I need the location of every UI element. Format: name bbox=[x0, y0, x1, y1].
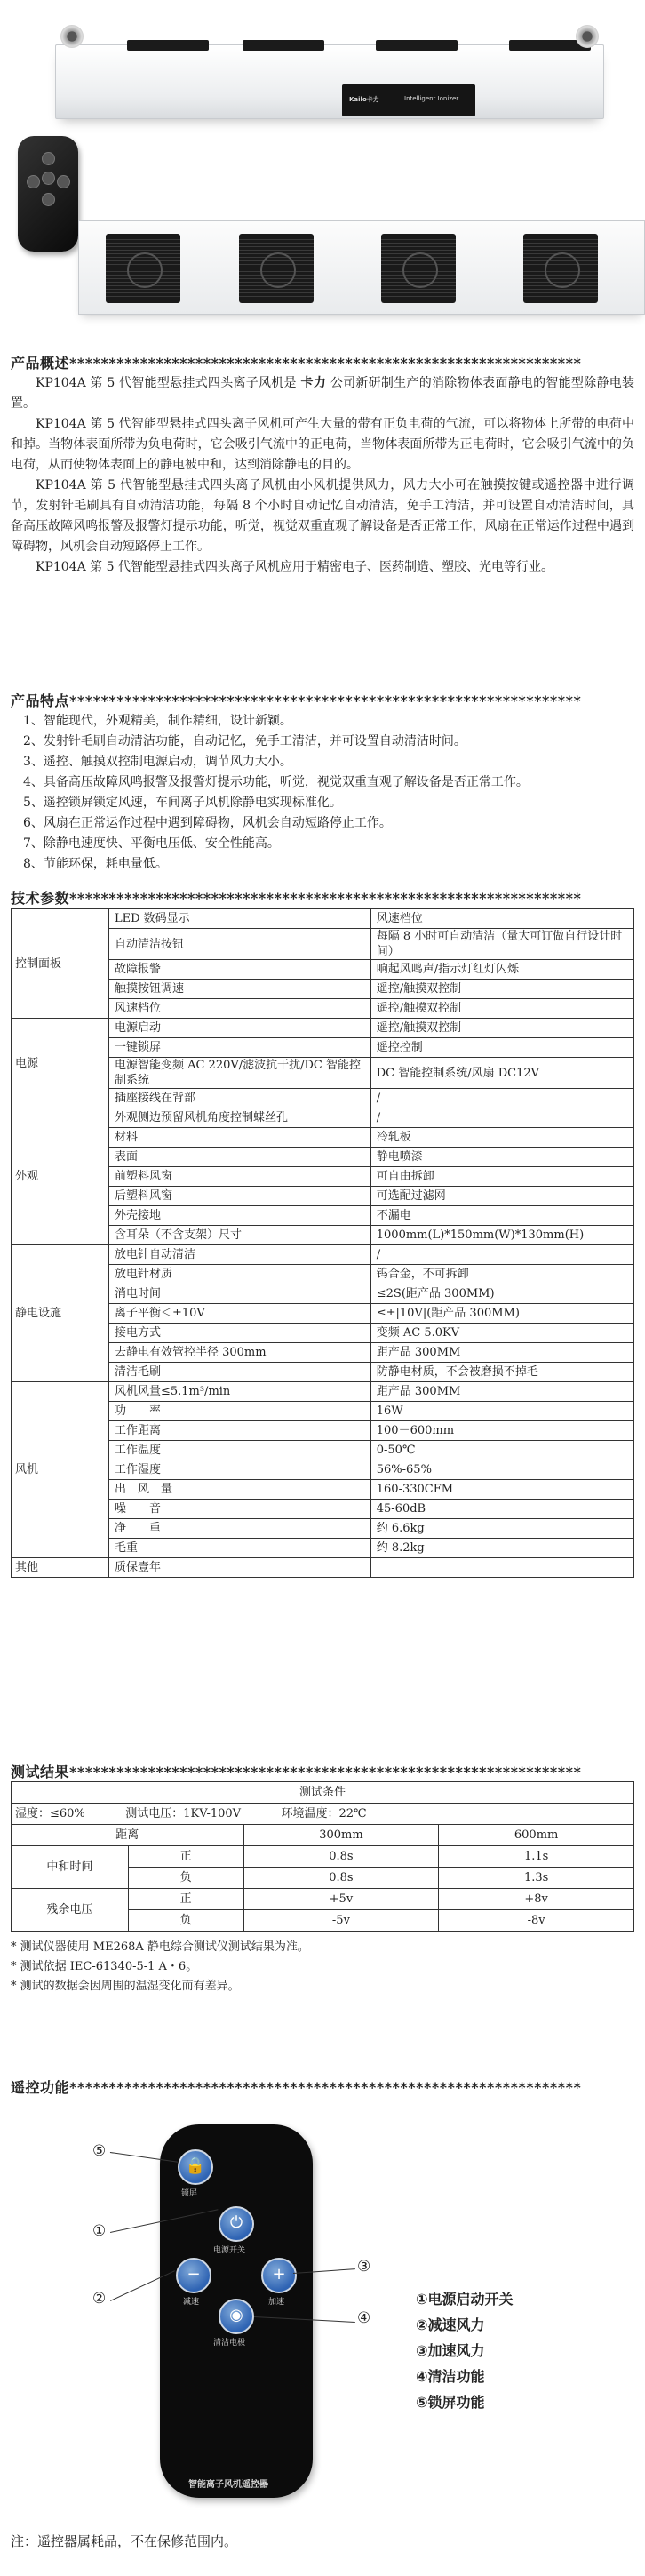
spec-item: 自动清洁按钮 bbox=[108, 929, 370, 960]
ionizer-front-view bbox=[78, 220, 645, 315]
spec-item: 一键锁屏 bbox=[108, 1038, 370, 1058]
minus-label: 减速 bbox=[183, 2298, 200, 2307]
overview-paragraph: KP104A 第 5 代智能型悬挂式四头离子风机应用于精密电子、医药制造、塑胶、光电等行业。 bbox=[36, 560, 553, 574]
legend-item: ⑤锁屏功能 bbox=[416, 2394, 485, 2411]
remote-model-label: 智能离子风机遥控器 bbox=[188, 2480, 268, 2490]
fan-grille-2 bbox=[239, 234, 314, 303]
spec-item: 离子平衡＜±10V bbox=[108, 1304, 370, 1324]
overview-paragraph: KP104A 第 5 代智能型悬挂式四头离子风机可产生大量的带有正负电荷的气流，可以将物体上所带的电荷中和掉。当物体表面所带为负电荷时，它会吸引气流中的正电荷，当物体表面所带为正电荷时，它会吸引气流中的负电荷，从而使物体表面上的静电被中和，达到消除静电的目的。 bbox=[11, 417, 634, 472]
legend-item: ②减速风力 bbox=[416, 2316, 485, 2333]
spec-item: 外观侧边预留风机角度控制蝶丝孔 bbox=[108, 1108, 370, 1128]
spec-item: 放电针材质 bbox=[108, 1265, 370, 1284]
spec-value: 1000mm(L)*150mm(W)*130mm(H) bbox=[370, 1226, 633, 1245]
spec-group-label: 风机 bbox=[12, 1382, 109, 1558]
spec-table bbox=[11, 908, 634, 1578]
spec-item: 净 重 bbox=[108, 1519, 370, 1539]
overview-paragraph: KP104A 第 5 代智能型悬挂式四头离子风机是 卡力 公司新研制生产的消除物体表面静电的智能型除静电装置。 bbox=[11, 376, 635, 411]
spec-value: 100－600mm bbox=[370, 1421, 633, 1441]
spec-value: 可选配过滤网 bbox=[370, 1187, 633, 1206]
lock-label: 锁屏 bbox=[181, 2189, 198, 2198]
spec-item: 后塑料风窗 bbox=[108, 1187, 370, 1206]
residual-neg-600: -8v bbox=[439, 1910, 634, 1932]
spec-value: ≤±|10V|(距产品 300MM) bbox=[370, 1304, 633, 1324]
spec-item: 含耳朵（不含支架）尺寸 bbox=[108, 1226, 370, 1245]
feature-item: 4、具备高压故障风鸣报警及报警灯提示功能，听觉，视觉双重直观了解设备是否正常工作。 bbox=[23, 775, 529, 789]
spec-item: 出 风 量 bbox=[108, 1480, 370, 1500]
minus-icon: − bbox=[176, 2258, 211, 2293]
remote-footnote: 注：遥控器属耗品，不在保修范围内。 bbox=[11, 2533, 238, 2549]
remote-photo-button bbox=[57, 175, 70, 188]
spec-value bbox=[370, 1558, 633, 1578]
test-note: * 测试依据 IEC-61340-5-1 A・6。 bbox=[11, 1960, 198, 1973]
spec-item: 外壳接地 bbox=[108, 1206, 370, 1226]
spec-item: 工作温度 bbox=[108, 1441, 370, 1460]
spec-item: 表面 bbox=[108, 1148, 370, 1167]
neutral-pos-600: 1.1s bbox=[439, 1846, 634, 1868]
spec-value: 遥控/触摸双控制 bbox=[370, 1019, 633, 1038]
clean-label: 清洁电极 bbox=[213, 2339, 246, 2348]
fan-grille-1 bbox=[106, 234, 180, 303]
spec-row bbox=[12, 909, 634, 929]
feature-item: 8、节能环保，耗电量低。 bbox=[23, 857, 168, 871]
test-notes bbox=[11, 1938, 309, 1996]
test-note: * 测试的数据会因周围的温湿变化而有差异。 bbox=[11, 1980, 240, 1993]
spec-value: ≤2S(距产品 300MM) bbox=[370, 1284, 633, 1304]
spec-value: 静电喷漆 bbox=[370, 1148, 633, 1167]
spec-value: 钨合金，不可拆卸 bbox=[370, 1265, 633, 1284]
spec-value: 每隔 8 小时可自动清洁（量大可订做自行设计时间） bbox=[370, 929, 633, 960]
test-note: * 测试仪器使用 ME268A 静电综合测试仪测试结果为准。 bbox=[11, 1940, 309, 1954]
test-conditions-label: 测试条件 bbox=[12, 1782, 634, 1804]
legend-item: ③加速风力 bbox=[416, 2342, 485, 2359]
control-panel bbox=[342, 84, 475, 116]
spec-group-label: 其他 bbox=[12, 1558, 109, 1578]
spec-item: 工作湿度 bbox=[108, 1460, 370, 1480]
spec-item: 功 率 bbox=[108, 1402, 370, 1421]
spec-group-label: 静电设施 bbox=[12, 1245, 109, 1382]
spec-item: LED 数码显示 bbox=[108, 909, 370, 929]
test-title: 测试结果***************************************************************** bbox=[11, 1764, 582, 1780]
distance-600: 600mm bbox=[439, 1825, 634, 1846]
spec-item: 放电针自动清洁 bbox=[108, 1245, 370, 1265]
spec-value: 距产品 300MM bbox=[370, 1382, 633, 1402]
remote-photo-button bbox=[42, 152, 55, 165]
fan-top-2 bbox=[243, 40, 324, 51]
fan-grille-3 bbox=[381, 234, 456, 303]
spec-value: 遥控/触摸双控制 bbox=[370, 980, 633, 999]
remote-legend bbox=[416, 2286, 514, 2415]
neutral-pos-300: 0.8s bbox=[243, 1846, 439, 1868]
fan-top-3 bbox=[376, 40, 458, 51]
spec-item: 工作距离 bbox=[108, 1421, 370, 1441]
test-conditions bbox=[12, 1804, 634, 1825]
spec-value: / bbox=[370, 1245, 633, 1265]
fan-grille-4 bbox=[523, 234, 598, 303]
remote-photo-button bbox=[42, 193, 55, 206]
spec-row bbox=[12, 1558, 634, 1578]
spec-item: 前塑料风窗 bbox=[108, 1167, 370, 1187]
panel-model: Intelligent Ionizer bbox=[404, 95, 459, 102]
neutral-neg-300: 0.8s bbox=[243, 1868, 439, 1889]
feature-item: 7、除静电速度快、平衡电压低、安全性能高。 bbox=[23, 836, 280, 851]
spec-value: 56%-65% bbox=[370, 1460, 633, 1480]
residual-neg-300: -5v bbox=[243, 1910, 439, 1932]
spec-item: 触摸按钮调速 bbox=[108, 980, 370, 999]
spec-item: 电源启动 bbox=[108, 1019, 370, 1038]
spec-value: 遥控控制 bbox=[370, 1038, 633, 1058]
spec-item: 电源智能变频 AC 220V/滤波抗干扰/DC 智能控制系统 bbox=[108, 1058, 370, 1089]
spec-item: 去静电有效管控半径 300mm bbox=[108, 1343, 370, 1363]
spec-value: 不漏电 bbox=[370, 1206, 633, 1226]
spec-item: 毛重 bbox=[108, 1539, 370, 1558]
negative-label: 负 bbox=[128, 1868, 243, 1889]
spec-group-label: 控制面板 bbox=[12, 909, 109, 1019]
residual-voltage-label: 残余电压 bbox=[12, 1889, 129, 1932]
spec-item: 接电方式 bbox=[108, 1324, 370, 1343]
hanging-bracket-left bbox=[60, 25, 84, 48]
test-table bbox=[11, 1781, 634, 1932]
callout-5: ⑤ bbox=[92, 2142, 107, 2160]
remote-control-photo bbox=[18, 136, 78, 252]
residual-pos-600: +8v bbox=[439, 1889, 634, 1910]
feature-item: 3、遥控、触摸双控制电源启动，调节风力大小。 bbox=[23, 755, 292, 769]
spec-item: 风机风量≤5.1m³/min bbox=[108, 1382, 370, 1402]
spec-row bbox=[12, 1019, 634, 1038]
callout-3: ③ bbox=[357, 2258, 371, 2276]
plus-label: 加速 bbox=[268, 2298, 285, 2307]
callout-4: ④ bbox=[357, 2309, 371, 2327]
remote-photo-button bbox=[27, 175, 40, 188]
features-list bbox=[23, 711, 636, 875]
spec-value: 距产品 300MM bbox=[370, 1343, 633, 1363]
positive-label: 正 bbox=[128, 1889, 243, 1910]
spec-item: 消电时间 bbox=[108, 1284, 370, 1304]
spec-value: 160-330CFM bbox=[370, 1480, 633, 1500]
residual-pos-300: +5v bbox=[243, 1889, 439, 1910]
brand-name: 卡力 bbox=[300, 376, 327, 390]
spec-value: 变频 AC 5.0KV bbox=[370, 1324, 633, 1343]
feature-item: 2、发射针毛刷自动清洁功能，自动记忆，免手工清洁，并可设置自动清洁时间。 bbox=[23, 734, 466, 748]
plus-icon: + bbox=[261, 2258, 297, 2293]
spec-value: 冷轧板 bbox=[370, 1128, 633, 1148]
ionizer-top-view bbox=[55, 44, 604, 119]
spec-value: 可自由拆卸 bbox=[370, 1167, 633, 1187]
legend-item: ①电源启动开关 bbox=[416, 2291, 514, 2308]
spec-item: 插座接线在背部 bbox=[108, 1089, 370, 1108]
clean-icon: ◉ bbox=[219, 2299, 254, 2334]
spec-row bbox=[12, 1108, 634, 1128]
overview-title: 产品概述***************************************************************** bbox=[11, 355, 582, 372]
spec-value: 响起风鸣声/指示灯红灯闪烁 bbox=[370, 960, 633, 980]
feature-item: 5、遥控锁屏锁定风速，车间离子风机除静电实现标准化。 bbox=[23, 796, 342, 810]
spec-row bbox=[12, 1382, 634, 1402]
feature-item: 1、智能现代，外观精美，制作精细，设计新颖。 bbox=[23, 714, 292, 728]
remote-photo-button bbox=[42, 172, 55, 185]
distance-300: 300mm bbox=[243, 1825, 439, 1846]
overview-paragraph: KP104A 第 5 代智能型悬挂式四头离子风机由小风机提供风力，风力大小可在触摸按键或遥控器中进行调节，发射针毛刷具有自动清洁功能，每隔 8 个小时自动记忆自动清洁，免手工清洁，并可设置自动清洁时间，具备高压故障风鸣报警及报警灯提示功能，听觉，视觉双重直观了解设备是否正常工作，风扇在正常运作过程中遇到障碍物，风机会自动短路停止工作。 bbox=[11, 478, 634, 554]
callout-1: ① bbox=[92, 2222, 107, 2240]
neutral-neg-600: 1.3s bbox=[439, 1868, 634, 1889]
panel-brand: Kailo卡力 bbox=[349, 96, 379, 103]
spec-row bbox=[12, 1245, 634, 1265]
env-temperature: 环境温度：22℃ bbox=[281, 1807, 367, 1820]
power-icon: ⏻ bbox=[219, 2206, 254, 2242]
feature-item: 6、风扇在正常运作过程中遇到障碍物，风机会自动短路停止工作。 bbox=[23, 816, 392, 830]
spec-value: 遥控/触摸双控制 bbox=[370, 999, 633, 1019]
spec-value: 0-50℃ bbox=[370, 1441, 633, 1460]
spec-group-label: 外观 bbox=[12, 1108, 109, 1245]
specs-title: 技术参数***************************************************************** bbox=[11, 890, 582, 907]
spec-group-label: 电源 bbox=[12, 1019, 109, 1108]
overview-body bbox=[11, 373, 634, 578]
spec-item: 清洁毛刷 bbox=[108, 1363, 370, 1382]
distance-label: 距离 bbox=[12, 1825, 244, 1846]
spec-item: 质保壹年 bbox=[108, 1558, 370, 1578]
spec-value: / bbox=[370, 1108, 633, 1128]
spec-value: 约 8.2kg bbox=[370, 1539, 633, 1558]
callout-2: ② bbox=[92, 2290, 107, 2308]
spec-item: 材料 bbox=[108, 1128, 370, 1148]
legend-item: ④清洁功能 bbox=[416, 2368, 485, 2385]
spec-item: 风速档位 bbox=[108, 999, 370, 1019]
spec-item: 故障报警 bbox=[108, 960, 370, 980]
test-voltage: 测试电压：1KV-100V bbox=[125, 1807, 242, 1820]
fan-top-1 bbox=[127, 40, 209, 51]
spec-value: 防静电材质，不会被磨损不掉毛 bbox=[370, 1363, 633, 1382]
neutral-time-label: 中和时间 bbox=[12, 1846, 129, 1889]
spec-value: 约 6.6kg bbox=[370, 1519, 633, 1539]
humidity: 湿度：≤60% bbox=[15, 1807, 85, 1820]
positive-label: 正 bbox=[128, 1846, 243, 1868]
remote-control-diagram bbox=[160, 2124, 313, 2498]
remote-title: 遥控功能***************************************************************** bbox=[11, 2079, 582, 2096]
lock-icon: 🔒 bbox=[178, 2149, 213, 2185]
spec-value: / bbox=[370, 1089, 633, 1108]
negative-label: 负 bbox=[128, 1910, 243, 1932]
spec-value: 风速档位 bbox=[370, 909, 633, 929]
power-label: 电源开关 bbox=[213, 2246, 246, 2255]
spec-value: 16W bbox=[370, 1402, 633, 1421]
hanging-bracket-right bbox=[576, 25, 599, 48]
spec-value: 45-60dB bbox=[370, 1500, 633, 1519]
spec-item: 噪 音 bbox=[108, 1500, 370, 1519]
spec-value: DC 智能控制系统/风扇 DC12V bbox=[370, 1058, 633, 1089]
features-title: 产品特点***************************************************************** bbox=[11, 692, 582, 709]
